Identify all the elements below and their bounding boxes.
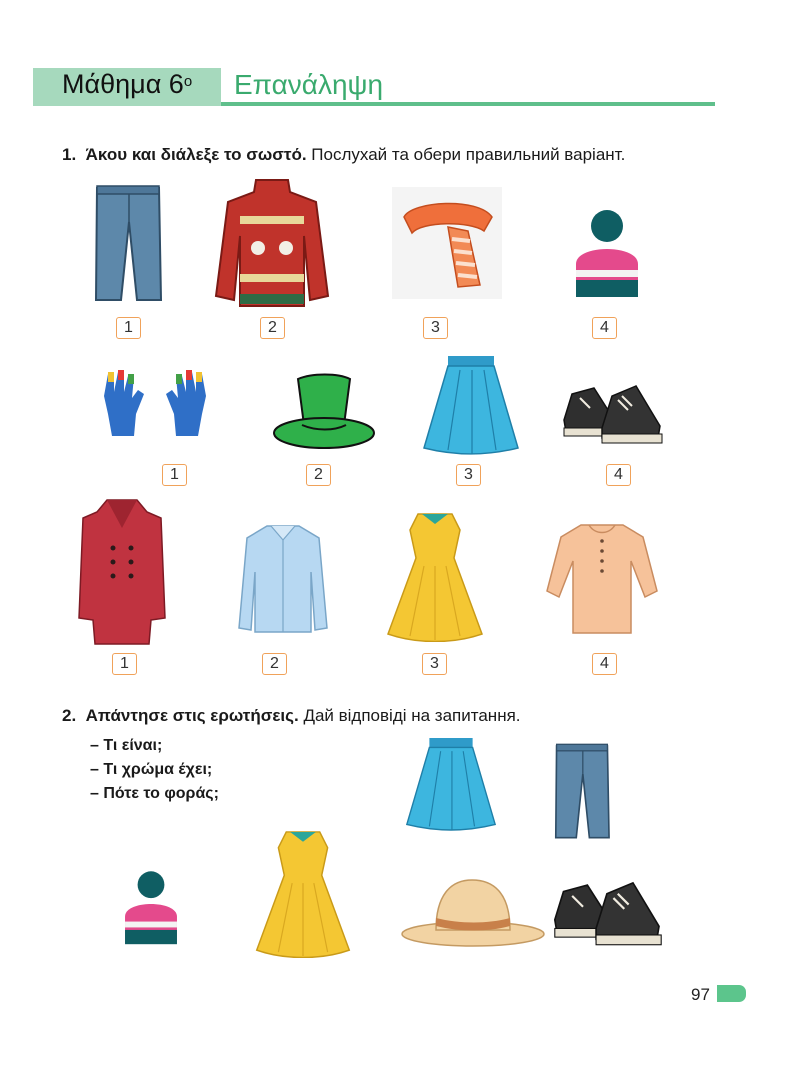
choice-box[interactable]: 1 [116, 317, 141, 339]
choice-box[interactable]: 4 [592, 653, 617, 675]
page-number: 97 [691, 985, 710, 1004]
sweater-icon [212, 176, 332, 312]
task2-greek: Απάντησε στις ερωτήσεις. [85, 706, 299, 725]
question-list [90, 734, 219, 806]
dress-icon [250, 828, 356, 958]
header-rule [221, 102, 715, 106]
task1-number: 1. [62, 145, 77, 164]
choice-box[interactable]: 1 [162, 464, 187, 486]
sneakers-icon [562, 376, 664, 446]
choice-box[interactable]: 3 [422, 653, 447, 675]
jeans-icon [552, 741, 612, 841]
skirt-icon [422, 356, 520, 456]
choice-box[interactable]: 2 [306, 464, 331, 486]
question-item: – Πότε το φοράς; [90, 785, 219, 802]
choice-box[interactable]: 3 [423, 317, 448, 339]
skirt-icon [402, 738, 500, 832]
task1-greek: Άκου και διάλεξε το σωστό. [85, 145, 307, 164]
task2-ukrainian: Дай відповіді на запитання. [303, 706, 521, 725]
choice-box[interactable]: 2 [262, 653, 287, 675]
task2-number: 2. [62, 706, 77, 725]
shirt-icon [237, 524, 329, 634]
jeans-icon [93, 182, 163, 304]
beanie-icon [120, 862, 182, 956]
beanie-icon [570, 208, 644, 302]
page-tab-marker [717, 985, 746, 1002]
dress-icon [384, 510, 486, 642]
question-item: – Τι χρώμα έχει; [90, 761, 213, 778]
blouse-icon [545, 521, 659, 637]
task1-ukrainian: Послухай та обери правильний варіант. [311, 145, 626, 164]
choice-box[interactable]: 3 [456, 464, 481, 486]
choice-box[interactable]: 4 [592, 317, 617, 339]
coat-icon [77, 498, 167, 646]
lesson-title [62, 69, 192, 100]
sneakers-icon [552, 872, 664, 948]
lesson-ordinal: ο [183, 73, 193, 90]
choice-box[interactable]: 2 [260, 317, 285, 339]
choice-box[interactable]: 4 [606, 464, 631, 486]
sun-hat-icon [400, 878, 546, 950]
choice-box[interactable]: 1 [112, 653, 137, 675]
task2-instruction [62, 706, 521, 726]
gloves-icon [98, 370, 212, 440]
scarf-icon [392, 187, 502, 299]
task1-instruction [62, 145, 625, 165]
green-hat-icon [272, 373, 376, 451]
question-item: – Τι είναι; [90, 737, 163, 754]
topic-title: Επανάληψη [234, 69, 384, 100]
lesson-label: Μάθημα 6 [62, 69, 184, 99]
